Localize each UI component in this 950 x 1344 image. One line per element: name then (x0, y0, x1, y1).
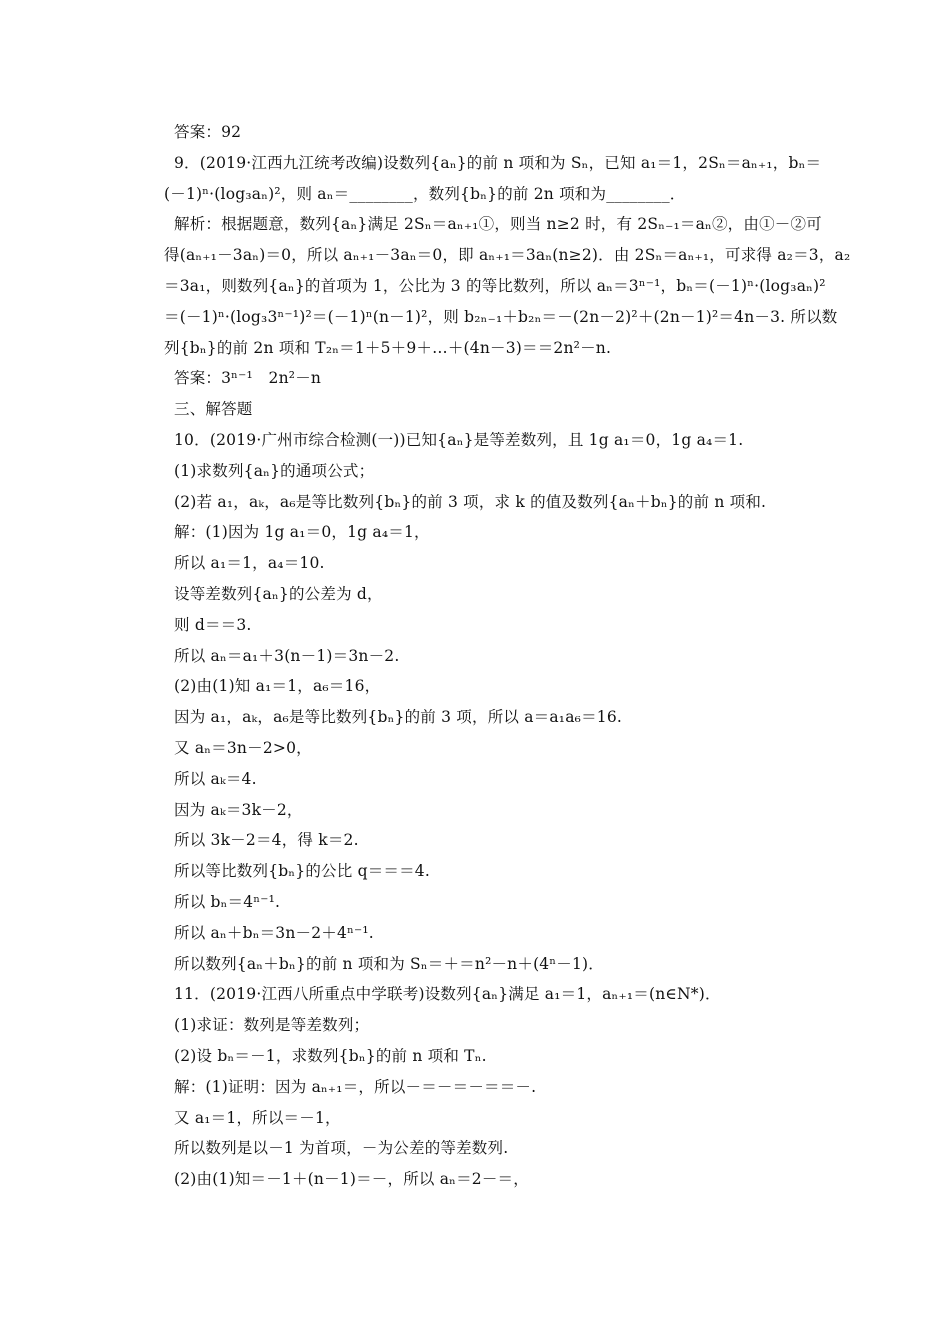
text-line: 三、解答题 (174, 400, 253, 418)
text-line: 列{bₙ}的前 2n 项和 T₂ₙ＝1＋5＋9＋…＋(4n－3)＝＝2n²－n. (164, 339, 612, 357)
text-line: 又 aₙ＝3n－2>0， (174, 739, 312, 757)
text-line: 因为 aₖ＝3k－2， (174, 801, 303, 819)
text-line: 解：(1)因为 1g a₁＝0，1g a₄＝1， (174, 523, 430, 541)
text-line: (2)若 a₁，aₖ，a₆是等比数列{bₙ}的前 3 项，求 k 的值及数列{aₙ＋bₙ}的前 n 项和. (174, 493, 767, 511)
text-line: 答案：92 (174, 123, 242, 141)
text-line: 得(aₙ₊₁－3aₙ)＝0，所以 aₙ₊₁－3aₙ＝0，即 aₙ₊₁＝3aₙ(n≥2)．由 2Sₙ＝aₙ₊₁，可求得 a₂＝3，a₂ (164, 246, 851, 264)
text-line: (1)求数列{aₙ}的通项公式； (174, 462, 375, 480)
text-line: 所以 aₙ＝a₁＋3(n－1)＝3n－2. (174, 647, 400, 665)
text-line: 10．(2019·广州市综合检测(一))已知{aₙ}是等差数列，且 1g a₁＝0，1g a₄＝1. (174, 431, 744, 449)
text-line: 答案：3ⁿ⁻¹ 2n²－n (174, 369, 322, 387)
text-line: 因为 a₁，aₖ，a₆是等比数列{bₙ}的前 3 项，所以 a＝a₁a₆＝16. (174, 708, 623, 726)
text-line: (－1)ⁿ·(log₃aₙ)²，则 aₙ＝________，数列{bₙ}的前 2n 项和为________． (164, 185, 686, 203)
text-line: 9．(2019·江西九江统考改编)设数列{aₙ}的前 n 项和为 Sₙ，已知 a₁＝1，2Sₙ＝aₙ₊₁，bₙ＝ (174, 154, 822, 172)
text-line: 所以 a₁＝1，a₄＝10. (174, 554, 325, 572)
text-line: (2)设 bₙ＝－1，求数列{bₙ}的前 n 项和 Tₙ. (174, 1047, 487, 1065)
text-line: (2)由(1)知 a₁＝1，a₆＝16， (174, 677, 381, 695)
text-line: 所以数列{aₙ＋bₙ}的前 n 项和为 Sₙ＝＋＝n²－n＋(4ⁿ－1)． (174, 955, 604, 973)
text-line: 又 a₁＝1，所以＝－1， (174, 1109, 341, 1127)
text-line: ＝3a₁，则数列{aₙ}的首项为 1，公比为 3 的等比数列，所以 aₙ＝3ⁿ⁻¹，bₙ＝(－1)ⁿ·(log₃aₙ)² (164, 277, 826, 295)
text-line: 所以 aₙ＋bₙ＝3n－2＋4ⁿ⁻¹. (174, 924, 374, 942)
text-line: 解析：根据题意，数列{aₙ}满足 2Sₙ＝aₙ₊₁①，则当 n≥2 时，有 2Sₙ₋₁＝aₙ②，由①－②可 (174, 215, 822, 233)
text-line: ＝(－1)ⁿ·(log₃3ⁿ⁻¹)²＝(－1)ⁿ(n－1)²，则 b₂ₙ₋₁＋b₂ₙ＝－(2n－2)²＋(2n－1)²＝4n－3. 所以数 (164, 308, 838, 326)
text-line: 所以 3k－2＝4，得 k＝2. (174, 831, 359, 849)
text-line: 解：(1)证明：因为 aₙ₊₁＝，所以－＝－＝－＝＝－. (174, 1078, 537, 1096)
text-line: 设等差数列{aₙ}的公差为 d， (174, 585, 383, 603)
text-line: 所以数列是以－1 为首项，－为公差的等差数列. (174, 1139, 509, 1157)
text-line: 则 d＝＝3. (174, 616, 252, 634)
text-line: 所以等比数列{bₙ}的公比 q＝＝＝4. (174, 862, 430, 880)
text-line: 所以 bₙ＝4ⁿ⁻¹. (174, 893, 281, 911)
text-line: (2)由(1)知＝－1＋(n－1)＝－，所以 aₙ＝2－＝， (174, 1170, 529, 1188)
text-line: 11．(2019·江西八所重点中学联考)设数列{aₙ}满足 a₁＝1，aₙ₊₁＝(n∈N*)． (174, 985, 721, 1003)
text-line: (1)求证：数列是等差数列； (174, 1016, 370, 1034)
text-line: 所以 aₖ＝4. (174, 770, 257, 788)
